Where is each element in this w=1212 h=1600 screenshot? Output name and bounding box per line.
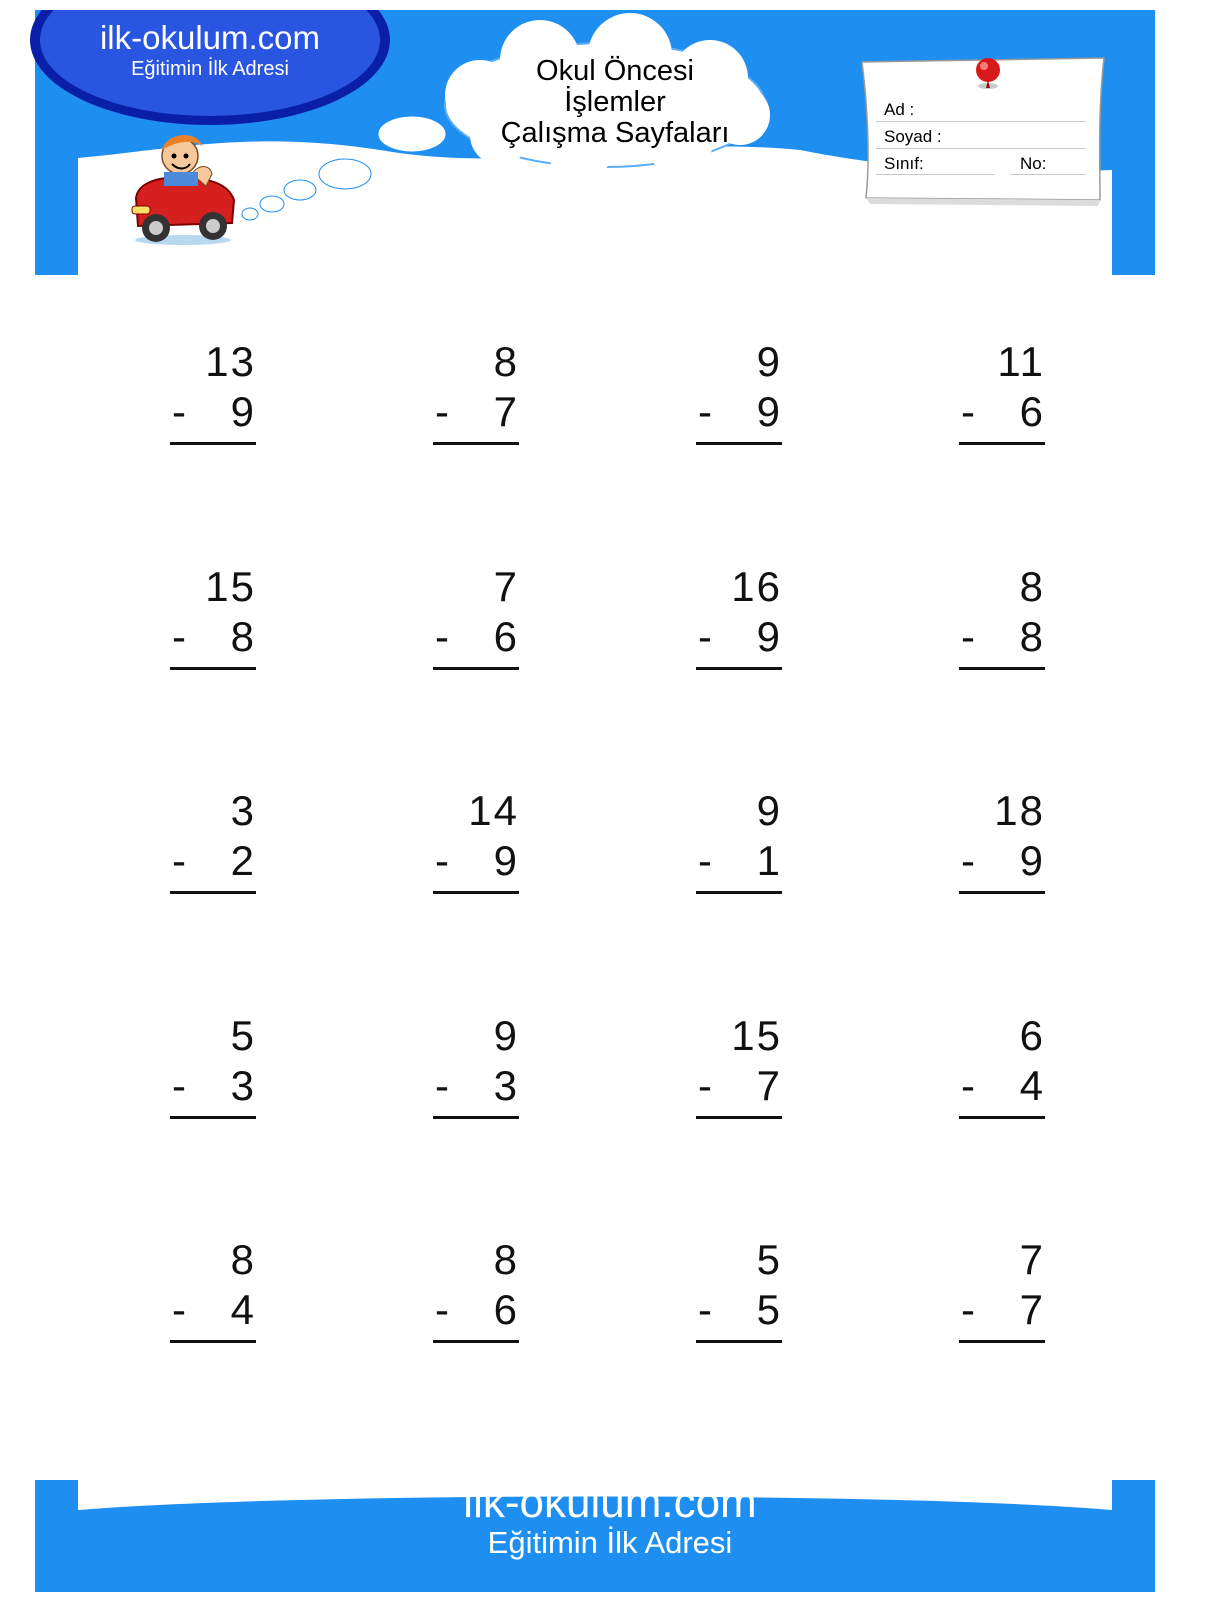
problem-operator: - [961,1286,975,1333]
problem-minuend: 7 [1019,1236,1045,1283]
answer-line[interactable] [433,667,519,670]
problem-minuend: 5 [756,1236,782,1283]
problem [696,338,786,448]
problem-operator: - [172,1062,186,1109]
problem [696,787,786,897]
footer-tagline: Eğitimin İlk Adresi [487,1525,733,1560]
answer-line[interactable] [170,891,256,894]
number-line[interactable] [1010,174,1086,175]
problem-subtrahend: 9 [493,837,519,884]
problem-minuend: 13 [205,338,256,385]
problem-subtrahend: 6 [493,613,519,660]
answer-line[interactable] [170,667,256,670]
problem-minuend: 15 [205,563,256,610]
problem [170,787,260,897]
problem-minuend: 8 [493,1236,519,1283]
problem-operator: - [961,388,975,435]
answer-line[interactable] [696,667,782,670]
problem-minuend: 8 [230,1236,256,1283]
class-line[interactable] [876,174,994,175]
logo-site-name: ilk-okulum.com [99,19,321,56]
answer-line[interactable] [959,891,1045,894]
problem-subtrahend: 6 [1019,388,1045,435]
problem-subtrahend: 4 [230,1286,256,1333]
answer-line[interactable] [170,1116,256,1119]
answer-line[interactable] [433,1340,519,1343]
problem-operator: - [435,1286,449,1333]
problem [959,563,1049,673]
problem [433,338,523,448]
surname-line[interactable] [876,148,1086,149]
problem-minuend: 9 [756,787,782,834]
problem-subtrahend: 7 [493,388,519,435]
page-title [470,56,760,149]
answer-line[interactable] [696,442,782,445]
problem-subtrahend: 3 [230,1062,256,1109]
class-label: Sınıf: [884,154,924,173]
problem-minuend: 3 [230,787,256,834]
number-label: No: [1020,154,1047,173]
title-line-1: Okul Öncesi [536,55,694,87]
answer-line[interactable] [696,1116,782,1119]
problem-operator: - [435,837,449,884]
problem [170,563,260,673]
problem [433,787,523,897]
problem-operator: - [698,388,712,435]
problem-subtrahend: 9 [1019,837,1045,884]
problem-subtrahend: 6 [493,1286,519,1333]
answer-line[interactable] [433,891,519,894]
problem-operator: - [961,613,975,660]
problem-operator: - [961,837,975,884]
logo-tagline: Eğitimin İlk Adresi [131,58,289,80]
answer-line[interactable] [959,667,1045,670]
problem-subtrahend: 7 [1019,1286,1045,1333]
problem-subtrahend: 9 [756,613,782,660]
answer-line[interactable] [959,1116,1045,1119]
problem-operator: - [172,613,186,660]
footer-site-name: ilk-okulum.com [463,1478,757,1527]
problem-minuend: 6 [1019,1012,1045,1059]
problem-operator: - [435,1062,449,1109]
name-line[interactable] [876,121,1086,122]
problem-minuend: 9 [756,338,782,385]
answer-line[interactable] [959,442,1045,445]
answer-line[interactable] [170,1340,256,1343]
problem [170,1236,260,1346]
problem-minuend: 15 [731,1012,782,1059]
title-line-3: Çalışma Sayfaları [500,117,730,149]
problem-operator: - [172,1286,186,1333]
problem [170,338,260,448]
name-label: Ad : [884,100,915,119]
problem [433,563,523,673]
problem-subtrahend: 4 [1019,1062,1045,1109]
problem-subtrahend: 8 [1019,613,1045,660]
title-line-2: İşlemler [564,86,666,118]
problem [433,1012,523,1122]
problem-minuend: 14 [468,787,519,834]
problem [959,338,1049,448]
problem-operator: - [172,837,186,884]
problem-minuend: 11 [997,338,1045,385]
problem-operator: - [698,613,712,660]
problem-minuend: 8 [493,338,519,385]
problem-minuend: 16 [731,563,782,610]
answer-line[interactable] [433,1116,519,1119]
problem-operator: - [698,1286,712,1333]
problem [433,1236,523,1346]
problem [696,563,786,673]
problem-subtrahend: 1 [756,837,782,884]
answer-line[interactable] [696,891,782,894]
problem-subtrahend: 2 [230,837,256,884]
problem-subtrahend: 8 [230,613,256,660]
problem [696,1236,786,1346]
problem-operator: - [172,388,186,435]
surname-label: Soyad : [884,127,942,146]
problem [696,1012,786,1122]
problem-operator: - [435,613,449,660]
problem-subtrahend: 9 [756,388,782,435]
problem-operator: - [961,1062,975,1109]
problem-minuend: 5 [230,1012,256,1059]
answer-line[interactable] [170,442,256,445]
answer-line[interactable] [959,1340,1045,1343]
problem [959,787,1049,897]
problem [170,1012,260,1122]
problem [959,1236,1049,1346]
push-pin-icon [968,52,1008,92]
problem-minuend: 8 [1019,563,1045,610]
problem-minuend: 18 [994,787,1045,834]
problem-subtrahend: 3 [493,1062,519,1109]
problem-operator: - [698,837,712,884]
problem-subtrahend: 7 [756,1062,782,1109]
problem-subtrahend: 5 [756,1286,782,1333]
answer-line[interactable] [433,442,519,445]
problem-subtrahend: 9 [230,388,256,435]
problem-operator: - [698,1062,712,1109]
answer-line[interactable] [696,1340,782,1343]
problem-operator: - [435,388,449,435]
problem [959,1012,1049,1122]
problem-minuend: 7 [493,563,519,610]
cartoon-car-driver-icon [128,128,243,248]
problem-minuend: 9 [493,1012,519,1059]
